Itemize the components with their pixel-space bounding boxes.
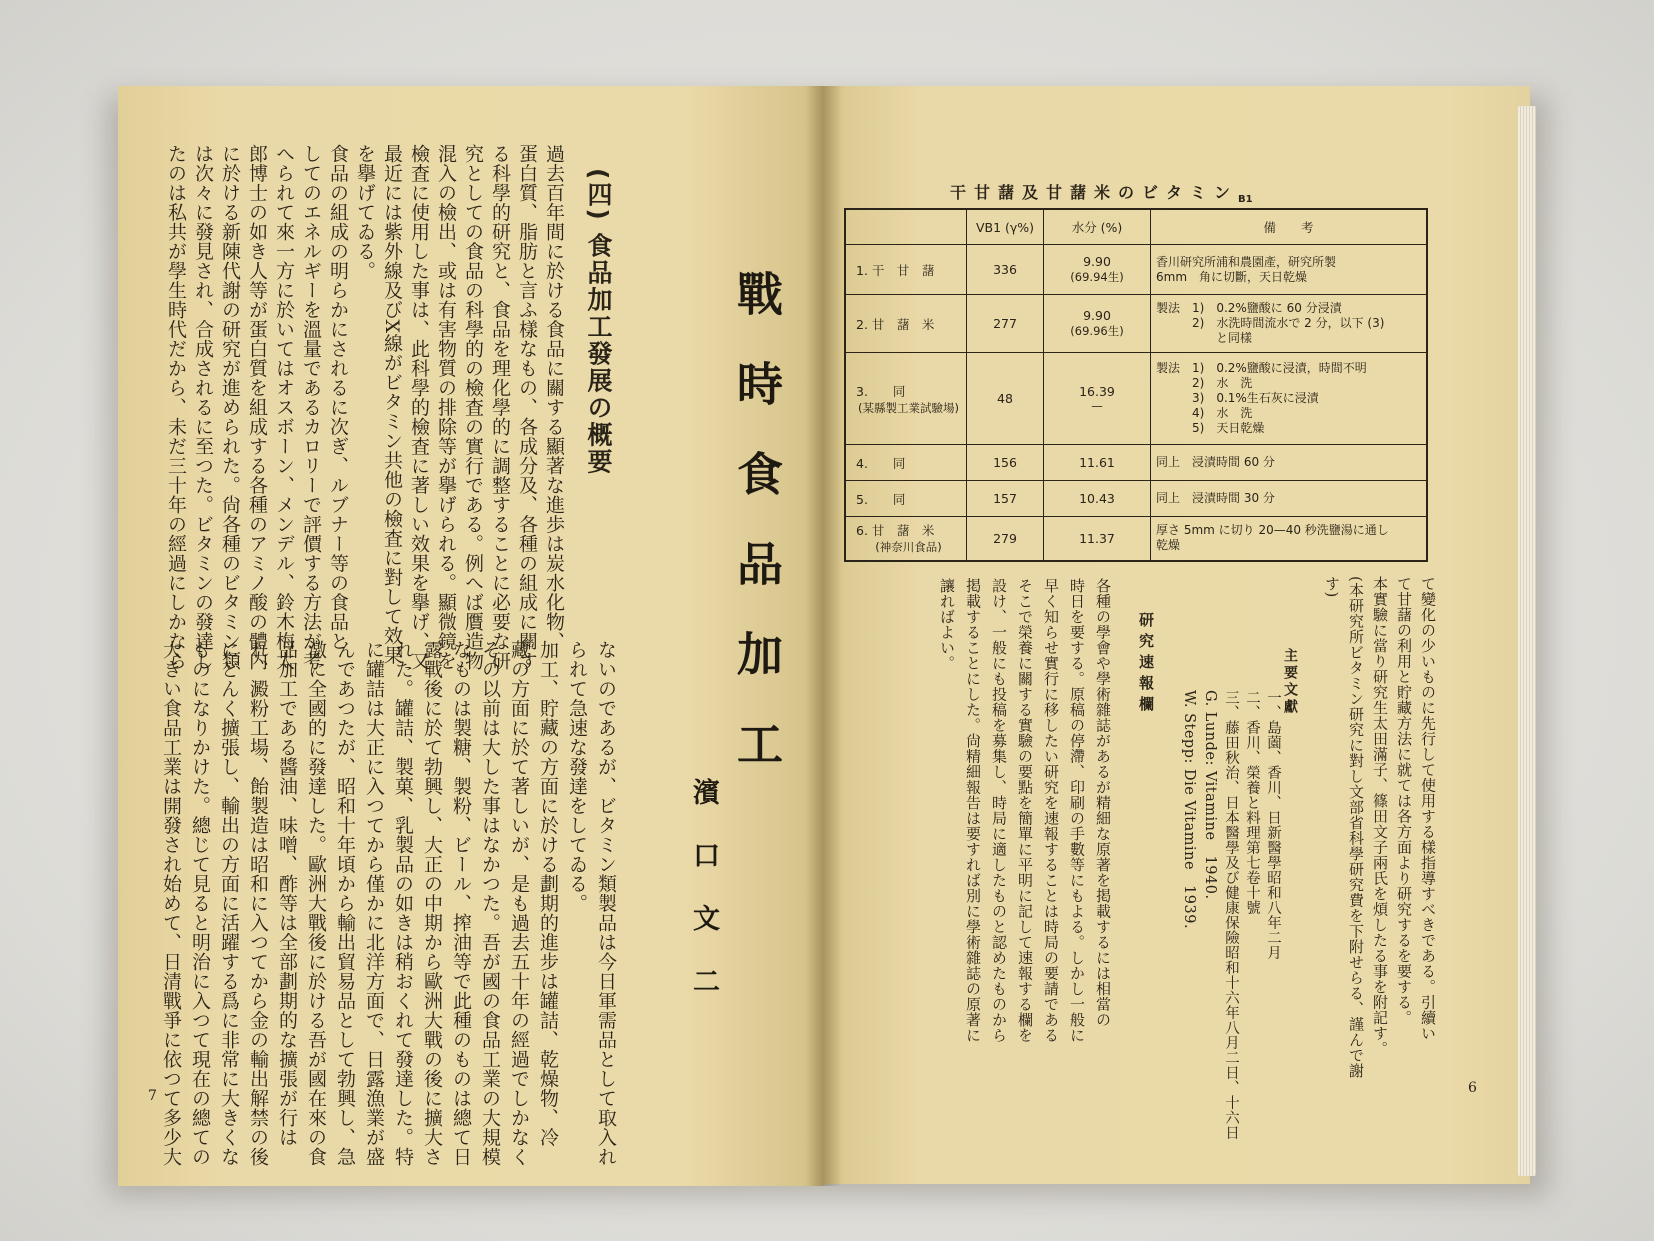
row-water-sub: (69.96生) <box>1070 324 1124 338</box>
row-notes-cell <box>1151 445 1428 481</box>
row-vb1: 48 <box>967 353 1044 445</box>
row-water-cell <box>1044 445 1151 481</box>
row-name-cell <box>845 481 967 517</box>
speed-report-text <box>916 578 1116 1043</box>
text-column: れた。罐詰、製菓、乳製品の如きは稍おくれて發達した。特 <box>392 640 414 1167</box>
row-name-sub: (神奈川食品) <box>875 540 942 555</box>
row-name-cell <box>845 353 967 445</box>
text-column: 檢査に使用した事は、此科學的檢査に著しい效果を擧げ、又 <box>408 144 430 671</box>
row-water: 10.43 <box>1079 491 1115 506</box>
text-column: られて急速な發達をしてゐる。 <box>566 640 588 913</box>
text-column: 大きい食品工業は開發され始めて、日清戰爭に依つて多少大 <box>160 640 182 1167</box>
row-note-line: 香川研究所浦和農園產，研究所製 <box>1156 254 1337 269</box>
text-column: 究としての食品の科學的の檢査の實行である。例へば贋造物 <box>462 144 484 671</box>
row-name-sub: (某縣製工業試驗場) <box>858 400 959 415</box>
row-notes-cell <box>1151 295 1428 353</box>
row-note-line: 2) 水 洗 <box>1156 376 1253 390</box>
text-column: そこで榮養に關する實驗の要點を簡單に平明に記して速報する欄を <box>1016 578 1034 1043</box>
row-water-sub: — <box>1091 399 1103 413</box>
text-column: 食品の組成の明らかにされるに次ぎ、ルブナー等の食品と <box>327 144 349 651</box>
page-edges <box>1518 106 1536 1176</box>
row-notes-cell <box>1151 353 1428 445</box>
table-header-water: 水分 (%) <box>1044 209 1151 245</box>
row-vb1: 279 <box>967 517 1044 561</box>
table-header-notes: 備 考 <box>1151 209 1428 245</box>
text-column: その以前は大した事はなかつた。吾が國の食品工業の大規模 <box>479 640 501 1167</box>
text-column: たのは私共が學生時代だから、未だ三十年の經過にしかなら <box>165 144 187 671</box>
text-column: 本實驗に當り研究生太田滿子、篠田文子兩氏を煩したる事を附記す。 <box>1371 576 1389 1057</box>
text-column: 蛋白質、脂肪と言ふ樣なもの、各成分及、各種の組成に關す <box>516 144 538 671</box>
table-header-row <box>845 209 1427 245</box>
left-upper-text <box>165 144 568 671</box>
row-vb1: 157 <box>967 481 1044 517</box>
text-column: に罐詰は大正に入つてから僅かに北洋方面で、日露漁業が盛 <box>363 640 385 1167</box>
references-heading: 主要文獻 <box>1282 648 1298 716</box>
text-column: 早く知らせ實行に移したい研究を速報することは時局の要請である <box>1042 578 1060 1043</box>
row-name-cell <box>845 445 967 481</box>
section-heading: (四) 食品加工發展の概要 <box>584 168 613 476</box>
reference-item: 一、島薗、香川、日新醫學昭和八年二月 <box>1265 690 1281 960</box>
text-column: 掲載することにした。尙精細報告は要すれば別に學術雜誌の原著に <box>964 578 982 1043</box>
table-row <box>845 245 1427 295</box>
row-name-cell <box>845 517 967 561</box>
left-lower-text <box>148 640 620 1167</box>
table-row <box>845 481 1427 517</box>
row-note-line: 乾燥 <box>1156 538 1181 553</box>
row-name: 1. 干 甘 藷 <box>856 262 935 278</box>
table-row <box>845 445 1427 481</box>
row-notes-cell <box>1151 517 1428 561</box>
row-water-cell <box>1044 295 1151 353</box>
row-note-line: 2) 水洗時間流水で 2 分，以下 (3) <box>1156 316 1385 330</box>
row-note-line: 5) 天日乾燥 <box>1156 421 1265 435</box>
table-row <box>845 517 1427 561</box>
article-title: 戰時食品加工 <box>730 270 784 810</box>
text-column: ものになりかけた。總じて見ると明治に入つて現在の總ての <box>189 640 211 1167</box>
row-notes-cell <box>1151 481 1428 517</box>
table-row <box>845 353 1427 445</box>
text-column: 讓ればよい。 <box>938 578 956 671</box>
book-spine <box>806 86 842 1186</box>
table-title-text: 干甘藷及甘藷米のビタミン <box>950 183 1239 202</box>
text-column: は次々に發見され、合成されるに至つた。ビタミンの發達し <box>192 144 214 671</box>
text-column: す) <box>1323 576 1341 598</box>
table-row <box>845 295 1427 353</box>
text-column: 加工、貯藏の方面に於ける劃期的進步は罐詰、乾燥物、冷 <box>537 640 559 1147</box>
row-water-cell <box>1044 481 1151 517</box>
table-header-name <box>845 209 967 245</box>
speed-report-heading: 研究速報欄 <box>1137 612 1155 717</box>
row-water: 16.39 <box>1079 384 1115 399</box>
row-note-line: 厚さ 5mm に切り 20—40 秒洗鹽湯に通し <box>1156 523 1389 538</box>
text-column: れ、澱粉工場、飴製造は昭和に入つてから金の輸出解禁の後 <box>247 640 269 1167</box>
text-column: 時日を要する。原稿の停滯、印刷の手數等にもよる。しかし一般に <box>1068 578 1086 1043</box>
table-title-sub: B1 <box>1238 194 1253 206</box>
text-column: ないのであるが、ビタミン類製品は今日軍需品として取入れ <box>595 640 617 1167</box>
page-number-right: 6 <box>1468 1080 1477 1096</box>
reference-item: 三、藤田秋治、日本醫學及び健康保險昭和十六年八月二日、十六日 <box>1223 690 1239 1140</box>
table-title <box>950 180 1253 205</box>
row-note-line: 3) 0.1%生石灰に浸漬 <box>1156 391 1319 405</box>
text-column: る科學的研究と、食品を理化學的に調整することに必要な研 <box>489 144 511 671</box>
text-column: て變化の少いものに先行して使用する樣指導すべきである。引續い <box>1419 576 1437 1041</box>
row-water: 11.61 <box>1079 455 1115 470</box>
reference-item: 二、香川、榮養と料理第七卷十號 <box>1244 690 1260 915</box>
text-column: 設け、一般にも投稿を募集し、時局に適したものと認めたものから <box>990 578 1008 1043</box>
text-column: してのエネルギーを溫量であるカロリーで評價する方法が考 <box>300 144 322 671</box>
row-notes-cell <box>1151 245 1428 295</box>
text-column: に於ける新陳代謝の研究が進められた。尙各種のビタミン類 <box>219 144 241 671</box>
text-column: て甘藷の利用と貯藏方法に就ては各方面より研究するを要する。 <box>1395 576 1413 1026</box>
vitamin-table <box>844 208 1428 562</box>
text-column: 各種の學會や學術雜誌があるが精細な原著を掲載するには相當の <box>1094 578 1112 1028</box>
row-note-line: 同上 浸漬時間 60 分 <box>1156 455 1275 469</box>
row-name: 6. 甘 藷 米 <box>856 523 935 539</box>
text-column: 混入の檢出、或は有害物質の排除等が擧げられる。顯微鏡を <box>435 144 457 671</box>
row-water-cell <box>1044 245 1151 295</box>
text-column: んであつたが、昭和十年頃から輸出貿易品として勃興し、急 <box>334 640 356 1167</box>
text-column: 最近には紫外線及びX線がビタミン共他の檢査に對して效果 <box>381 144 403 666</box>
row-water-sub: (69.94生) <box>1070 270 1124 284</box>
row-water-cell <box>1044 517 1151 561</box>
text-column: 藏の方面に於て著しいが、是も過去五十年の經過でしかなく <box>508 640 530 1167</box>
text-column: 激に全國的に發達した。歐洲大戰後に於ける吾が國在來の食 <box>305 640 327 1167</box>
page-number-left: 7 <box>148 1088 157 1104</box>
row-note-line: 4) 水 洗 <box>1156 406 1253 420</box>
text-column: 品加工である醬油、味噌、酢等は全部劃期的な擴張が行は <box>276 640 298 1147</box>
right-body-text <box>1300 576 1440 1079</box>
row-name: 4. 同 <box>856 455 906 471</box>
text-column: 郎博士の如き人等が蛋白質を組成する各種のアミノ酸の體内 <box>246 144 268 671</box>
row-water: 9.90 <box>1083 254 1111 269</box>
row-vb1: 156 <box>967 445 1044 481</box>
row-note-line: 同上 浸漬時間 30 分 <box>1156 491 1275 505</box>
row-note-line: 製法 1) 0.2%鹽酸に浸漬，時間不明 <box>1156 361 1367 375</box>
row-note-line: 製法 1) 0.2%鹽酸に 60 分浸漬 <box>1156 301 1342 315</box>
row-vb1: 336 <box>967 245 1044 295</box>
row-name-cell <box>845 245 967 295</box>
reference-item: W. Stepp: Die Vitamine 1939. <box>1181 690 1197 930</box>
row-name: 2. 甘 藷 米 <box>856 316 935 332</box>
row-name: 5. 同 <box>856 491 906 507</box>
text-column: 露戰後に於て勃興し、大正の中期から歐洲大戰の後に擴大さ <box>421 640 443 1167</box>
text-column: 過去百年間に於ける食品に關する顯著な進歩は炭水化物、 <box>543 144 565 651</box>
row-name: 3. 同 <box>856 383 906 399</box>
row-note-line: と同樣 <box>1156 331 1253 345</box>
row-vb1: 277 <box>967 295 1044 353</box>
row-water: 9.90 <box>1083 308 1111 323</box>
row-water-cell <box>1044 353 1151 445</box>
row-note-line: 6mm 角に切斷，天日乾燥 <box>1156 269 1308 284</box>
article-author: 濱口文二 <box>688 778 719 1030</box>
row-name-cell <box>845 295 967 353</box>
text-column: へられて來一方に於いてはオスボーン、メンデル、鈴木梅太 <box>273 144 295 671</box>
text-column: を擧げてゐる。 <box>354 144 376 281</box>
reference-item: G. Lunde: Vitamine 1940. <box>1202 690 1218 900</box>
row-water: 11.37 <box>1079 530 1115 546</box>
text-column: にどんく擴張し、輸出の方面に活躍する爲に非常に大きくな <box>218 640 240 1167</box>
references-list <box>1178 690 1283 1140</box>
text-column: (本研究所ビタミン研究に對し文部省科學研究費を下附せらる、謹んで謝 <box>1347 576 1365 1079</box>
text-column: なものは製糖、製粉、ビール、搾油等で此種のものは總て日 <box>450 640 472 1167</box>
table-header-vb1: VB1 (γ%) <box>967 209 1044 245</box>
